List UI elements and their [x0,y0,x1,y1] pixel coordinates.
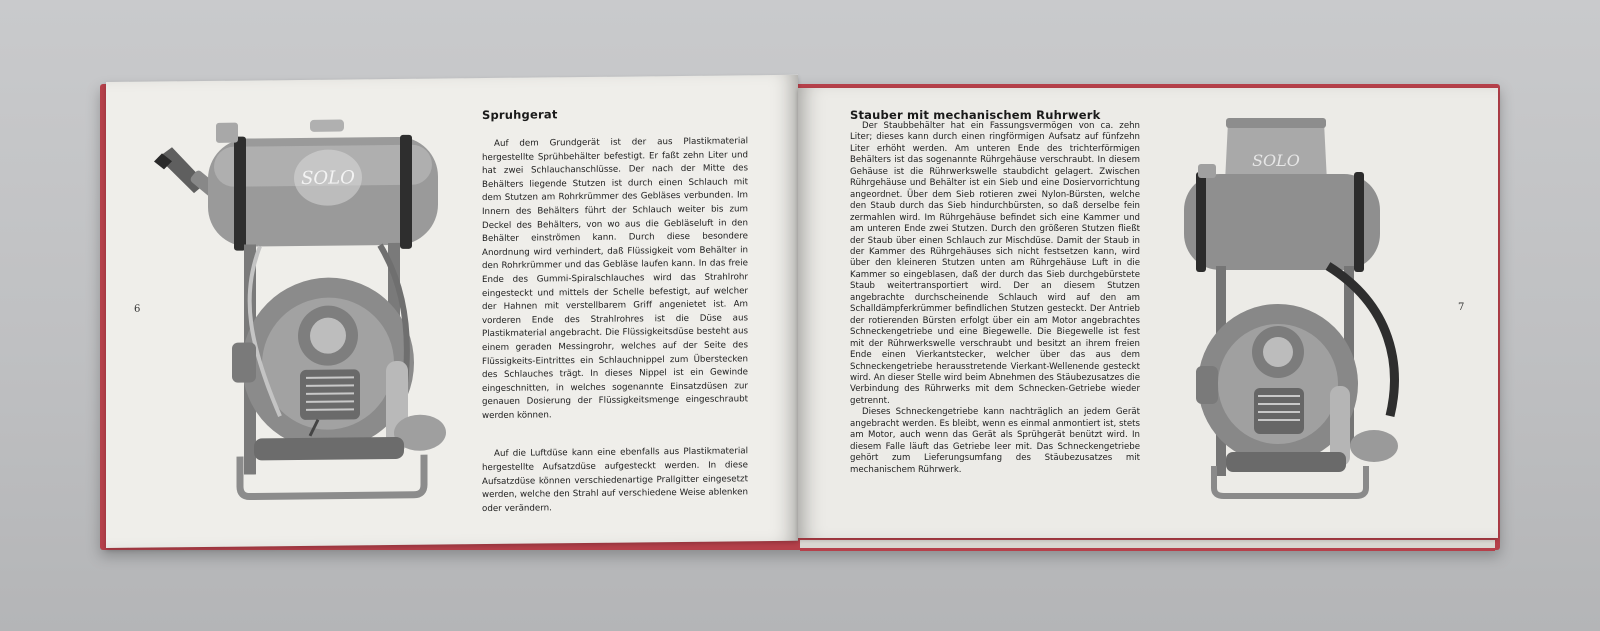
right-page [798,88,1498,538]
section-heading: Stauber mit mechanischem Ruhrwerk [850,108,1101,122]
paragraph: Auf die Luftdüse kann eine ebenfalls aus Plastikmaterial hergestellte Aufsatzdüse aufgesteckt werden. In diese Aufsatzdüse können verschiedenartige Prallgitter eingesetzt werden, welche den Strahl auf verschiedene Weise ablenken oder verändern. [482,446,748,514]
section-heading: Spruhgerat [482,107,558,123]
paragraph: Auf dem Grundgerät ist der aus Plastikmaterial hergestellte Sprühbehälter befestigt. Er faßt zehn Liter und hat zwei Schlauchanschlüsse. Der nach der Mitte des Behälters liegende Stutzen ist durch einen Schlauch mit dem Stutzen am Rohrkrümmer des Gebläses verbunden. Im Innern des Behälters führt der Schlauch weiter bis zum Deckel des Behälters, von wo aus die Gebläseluft in den Behälter einströmen kann. Durch diese besondere Anordnung wird verhindert, daß Flüssigkeit vom Behälter in den Rohrkrümmer und das Gebläse laufen kann. In das freie Ende des Gummi-Spiralschlauches wird das Strahlrohr eingesteckt und mittels der Schelle befestigt, auf welcher der Hahnen mit verstellbarem Griff angenietet ist. Am vorderen Ende des Strahlrohres ist die Düse aus Plastikmaterial angebracht. Die Flüssigkeitsdüse besteht aus einem geraden Messingrohr, welches auf der Seite des Flüssigkeits-Eintrittes ein Schlauchnippel zum Überstecken des Schlauches trägt. In dieses Nippel ist ein Gewinde eingeschnitten, in welches sogenannte Einsatzdüsen zur genauen Dosierung der Flüssigkeitsmenge eingeschraubt werden können. [482,136,748,421]
sprayer-photo [150,114,456,507]
page-number: 6 [134,303,141,315]
paragraph: Der Staubbehälter hat ein Fassungsvermögen von ca. zehn Liter; dieses kann durch einen ringförmigen Aufsatz auf fünfzehn Liter erhöht werden. Am unteren Ende des trichterförmigen Behälters ist das sogenannte Rührgehäuse verschraubt. In diesem Gehäuse ist die Rührwerkswelle staubdicht gelagert. Zwischen Rührgehäuse und Behälter ist ein Sieb und eine Dosiervorrichtung angeordnet. Über dem Sieb rotieren zwei Nylon-Bürsten, welche den Staub durch das Sieb hindurchbürsten, so daß derselbe fein zermahlen wird. Im Rührgehäuse befindet sich eine Kammer und am unteren Ende zwei Stutzen. Durch den größeren Stutzen fließt der Staub über einen Schlauch zur Mischdüse. Damit der Staub in der Kammer des Rührgehäuses sich nicht festsetzen kann, wird über den kleineren Stutzen unten am Rührgehäuse Luft in die Kammer so eingeblasen, daß der durch das Sieb durchgebürstete Staub weitertransportiert wird. Der an diesem Stutzen angebrachte durchscheinende Schlauch wird auf den am Schalldämpferkrümmer befindlichen Stutzen gesteckt. Der Antrieb der rotierenden Bürsten erfolgt über ein am Motor angebrachtes Schneckengetriebe und eine Biegewelle. Die Biegewelle ist fest mit der Rührwerkswelle verschraubt und besitzt an ihrem freien Ende einen Vierkantstecker, welcher über das aus dem Schneckengetriebe herausstretende Vierkant-Wellenende gesteckt wird. An dieser Stelle wird beim Abnehmen des Stäubezusatzes die Verbindung des Rührwerks mit dem Schnecken-Getriebe wieder getrennt. [850,121,1140,406]
solo-logo: SOLO [301,167,355,189]
duster-photo [1178,116,1428,502]
left-page-body [482,135,748,516]
paragraph: Dieses Schneckengetriebe kann nachträglich an jedem Gerät angebracht werden. Es bleibt, wenn es einmal anmontiert ist, stets am Motor, auch wenn das Gerät als Sprühgerät benützt wird. In diesem Falle läuft das Getriebe leer mit. Das Schneckengetriebe gehört zum Lieferungsumfang des Stäubezusatzes mit mechanischem Rührwerk. [850,407,1140,475]
page-number: 7 [1458,302,1465,313]
page-stack-edge [800,540,1495,551]
left-page [106,75,798,548]
solo-logo: SOLO [1252,151,1300,170]
right-page-body [850,121,1140,476]
